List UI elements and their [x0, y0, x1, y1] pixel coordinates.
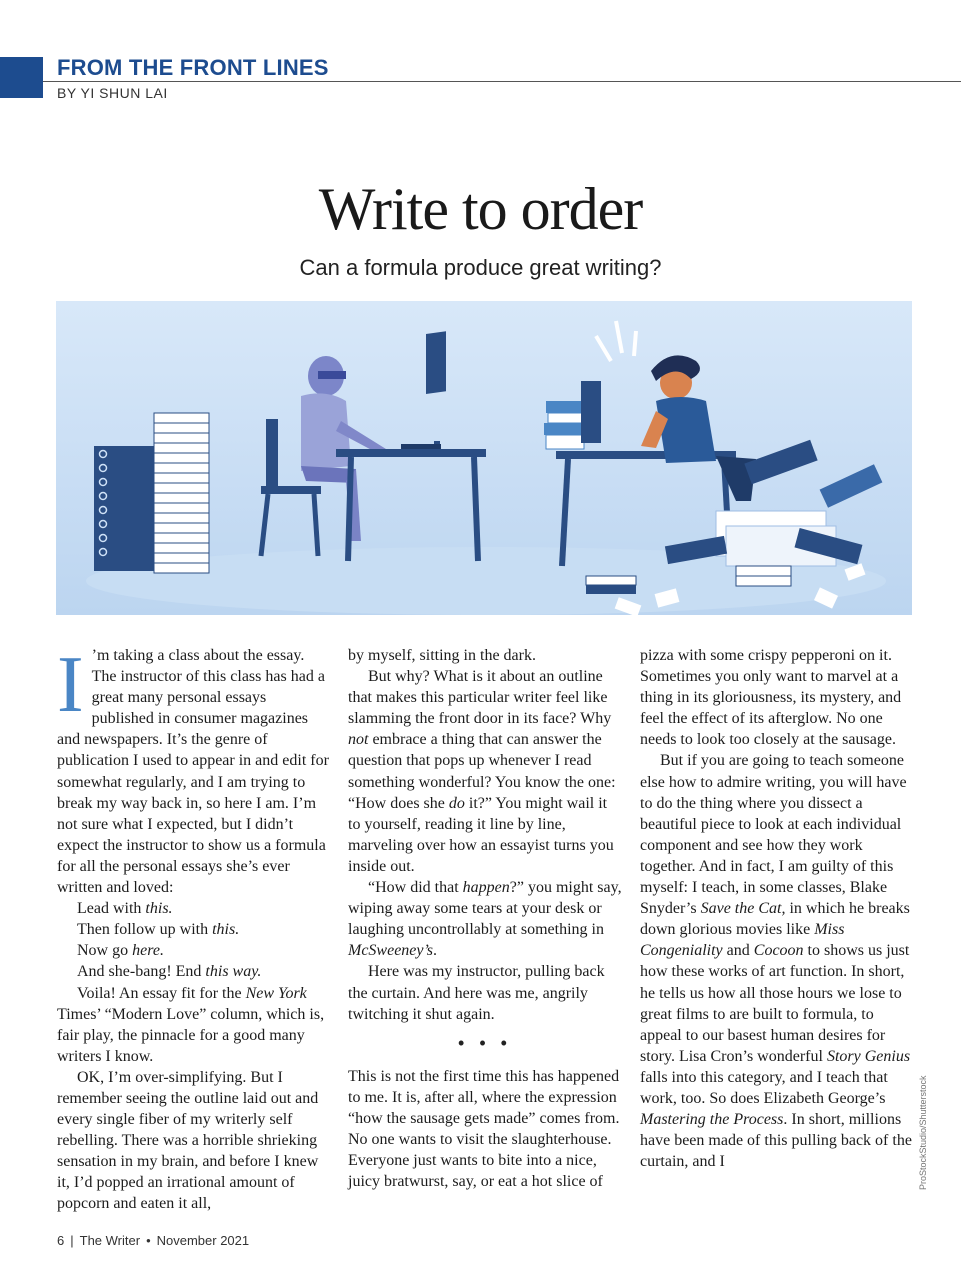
paragraph: “How did that happen?” you might say, wiping away some tears at your desk or laughing uncontrollably at something in McSweeney’s.: [348, 879, 622, 960]
page-footer: 6 | The Writer • November 2021: [57, 1233, 250, 1248]
paragraph: But if you are going to teach someone else how to admire writing, you will have to do the thing where you dissect a beautiful piece to look at each individual component and see how they work together. And in fact, I am guilty of this myself: I teach, in some classes, Blake Snyder’s Save the Cat, in which he breaks down glorious movies like Miss Congeniality and Cocoon to shows us just how these works of art function. In short, he tells us how all those hours we lose to great films to are built to formula, to appeal to our basest human desires for story. Lisa Cron’s wonderful Story Genius falls into this category, and I teach that work, too. So does Elizabeth George’s Mastering the Process. In short, millions have been made of this pulling back of the curtain, and I: [640, 752, 912, 1171]
section-color-block: [0, 57, 43, 98]
section-divider: [43, 81, 961, 82]
article-column-3: [640, 645, 914, 1172]
paragraph: Voila! An essay fit for the New York Times’ “Modern Love” column, which is, fair play, the pinnacle for a good many writers I know.: [57, 984, 325, 1065]
paragraph: And she-bang! End this way.: [77, 963, 262, 981]
paragraph: Then follow up with this.: [77, 921, 240, 939]
paragraph: Now go here.: [77, 942, 164, 960]
section-break: • • •: [458, 1032, 512, 1053]
article-column-2: [348, 645, 622, 1192]
byline: BY YI SHUN LAI: [57, 85, 168, 101]
article-headline: Write to order: [318, 176, 643, 242]
issue-date: November 2021: [156, 1233, 250, 1248]
photo-credit: ProStockStudio/Shutterstock: [918, 1075, 928, 1190]
article-subhead: Can a formula produce great writing?: [299, 255, 662, 280]
paragraph: pizza with some crispy pepperoni on it. Sometimes you only want to marvel at a thing in its gloriousness, its mystery, and feel the effect of its afterglow. No one needs to look too closely at the sausage.: [640, 647, 902, 749]
paragraph: Here was my instructor, pulling back the curtain. And here was me, angrily twitching it shut again.: [348, 963, 605, 1023]
paragraph: Lead with this.: [77, 900, 173, 918]
article-column-1: [57, 641, 331, 1215]
paragraph: ’m taking a class about the essay. The instructor of this class has had a great many personal essays published in consumer magazines and newspapers. It’s the genre of publication I used to appear in and edit for somewhat regularly, and I am trying to break my way back in, so here I am. I’m not sure what I expected, but I didn’t expect the instructor to show us a formula for all the personal essays she’s ever written and loved:: [57, 647, 329, 897]
section-title: FROM THE FRONT LINES: [57, 55, 329, 80]
paragraph: But why? What is it about an outline that makes this particular writer feel like slamming the front door in its face? Why not embrace a thing that can answer the question that pops up whenever I read something wonderful? You know the one: “How does she do it?” You might wail it to yourself, reading it line by line, marveling over how an essayist turns you inside out.: [348, 668, 616, 875]
paragraph: This is not the first time this has happened to me. It is, after all, where the expression “how the sausage gets made” comes from. No one wants to visit the slaughterhouse. Everyone just wants to bite into a nice, juicy bratwurst, say, or eat a hot slice of: [348, 1067, 620, 1191]
paragraph: by myself, sitting in the dark.: [348, 647, 536, 664]
paragraph: OK, I’m over-simplifying. But I remember seeing the outline laid out and every single fiber of my writerly self rebelling. There was a horrible shrieking sensation in my brain, and before I knew it, I’d popped an irrational amount of popcorn and eaten it all,: [57, 1068, 319, 1213]
drop-cap: I: [57, 641, 84, 729]
magazine-name: The Writer: [79, 1233, 141, 1248]
illustration-robot-vs-writer: [56, 301, 912, 615]
page-number: 6: [57, 1233, 65, 1248]
